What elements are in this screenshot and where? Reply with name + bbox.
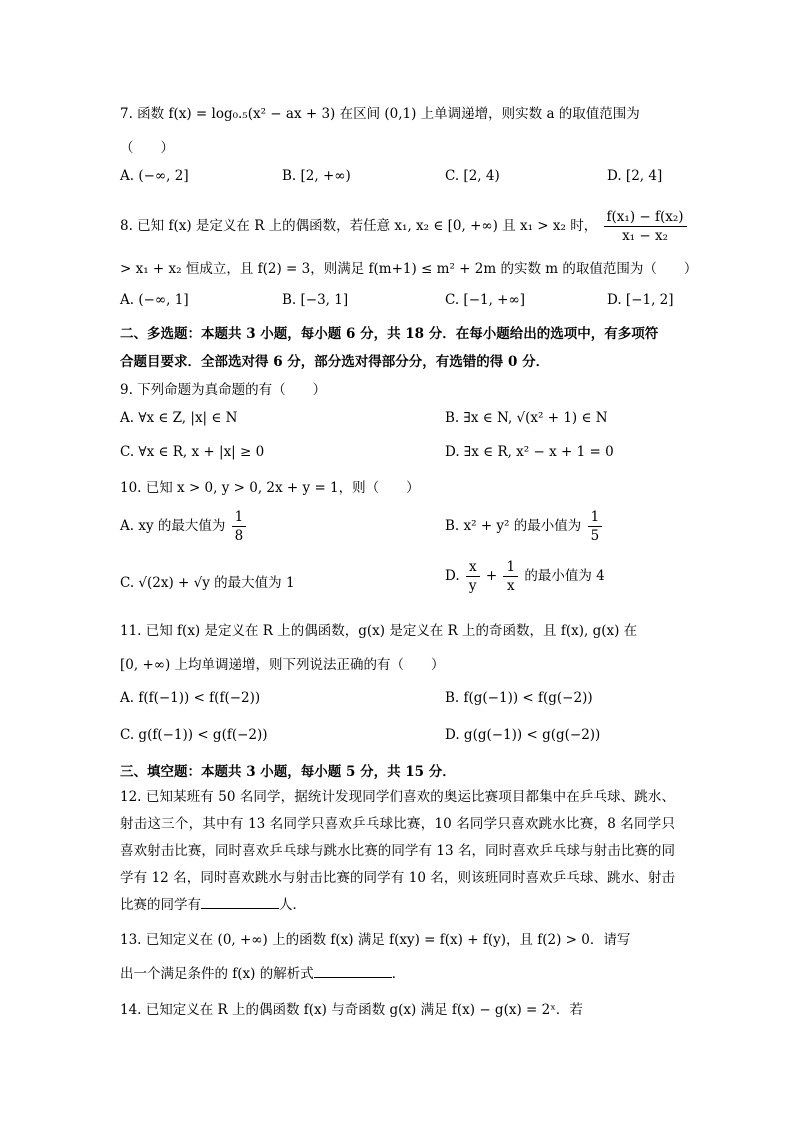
q10-option-d-denominator-2: x [506, 578, 515, 594]
q10-option-a-numerator: 1 [232, 508, 247, 527]
q11-stem-line2: [0, +∞) 上均单调递增，则下列说法正确的有（ ） [120, 657, 445, 673]
q12-text [120, 784, 675, 919]
q8-fraction-numerator: f(x₁) − f(x₂) [604, 208, 687, 227]
q10-option-a [120, 508, 248, 545]
q8-fraction-denominator: x₁ − x₂ [622, 228, 669, 244]
q7-stem: 7. 函数 f(x) = log₀.₅(x² − ax + 3) 在区间 (0,1) 上单调递增，则实数 a 的取值范围为 [120, 106, 640, 122]
q10-option-d-fraction-2 [503, 558, 518, 595]
q10-option-d-text: 的最小值为 4 [524, 568, 605, 584]
q7-option-a: A. (−∞, 2] [120, 168, 189, 184]
q8-stem-part1: 8. 已知 f(x) 是定义在 R 上的偶函数，若任意 x₁, x₂ ∈ [0, +∞) 且 x₁ > x₂ 时， [120, 218, 598, 234]
q10-option-a-denominator: 8 [234, 528, 244, 544]
q11-stem-line1: 11. 已知 f(x) 是定义在 R 上的偶函数，g(x) 是定义在 R 上的奇函数，且 f(x), g(x) 在 [120, 623, 638, 639]
q8-option-b: B. [−3, 1] [282, 292, 349, 308]
q10-option-b-text: B. x² + y² 的最小值为 [445, 518, 582, 534]
q10-option-a-text: A. xy 的最大值为 [120, 518, 226, 534]
q9-option-c: C. ∀x ∈ R, x + |x| ≥ 0 [120, 444, 265, 460]
q7-option-d: D. [2, 4] [607, 168, 663, 184]
q10-option-d-plus: + [485, 568, 498, 584]
q10-stem: 10. 已知 x > 0, y > 0, 2x + y = 1，则（ ） [120, 480, 420, 496]
q12-body: 12. 已知某班有 50 名同学，据统计发现同学们喜欢的奥运比赛项目都集中在乒乓球、跳水、射击这三个，其中有 13 名同学只喜欢乒乓球比赛，10 名同学只喜欢跳水比赛，8 名同学只喜欢射击比赛，同时喜欢乒乓球与跳水比赛的同学有 13 名，同时喜欢乒乓球与射击比赛的同学有 12 名，同时喜欢跳水与射击比赛的同学有 10 名，则该班同时喜欢乒乓球、跳水、射击比赛的同学有 [120, 789, 675, 913]
section2-heading-line2: 合题目要求．全部选对得 6 分，部分选对得部分分，有选错的得 0 分． [120, 354, 550, 370]
q10-option-b-numerator: 1 [588, 508, 603, 527]
q12-tail: 人． [279, 897, 306, 913]
q10-option-d-fraction-1 [466, 558, 480, 595]
q8-option-d: D. [−1, 2] [607, 292, 674, 308]
q13-line2-text: 出一个满足条件的 f(x) 的解析式 [120, 966, 314, 982]
q13-stem-line2 [120, 962, 405, 982]
q13-answer-blank[interactable] [314, 963, 392, 978]
q10-option-d-numerator-2: 1 [503, 558, 518, 577]
section3-heading: 三、填空题：本题共 3 小题，每小题 5 分，共 15 分． [120, 764, 456, 780]
q10-option-d-numerator-1: x [466, 558, 480, 577]
q10-option-a-fraction [232, 508, 247, 545]
q9-option-a: A. ∀x ∈ Z, |x| ∈ N [120, 410, 238, 426]
q10-option-b-fraction [588, 508, 603, 545]
q13-stem-line1: 13. 已知定义在 (0, +∞) 上的函数 f(x) 满足 f(xy) = f(x) + f(y)，且 f(2) > 0．请写 [120, 932, 631, 948]
q11-option-c: C. g(f(−1)) < g(f(−2)) [120, 727, 268, 743]
q8-fraction [604, 208, 687, 245]
q8-stem-part2: > x₁ + x₂ 恒成立，且 f(2) = 3，则满足 f(m+1) ≤ m² + 2m 的实数 m 的取值范围为（ ） [120, 261, 698, 277]
q12-answer-blank[interactable] [201, 894, 279, 909]
q7-paren: （ ） [120, 140, 174, 156]
q13-tail: ． [391, 966, 406, 982]
q9-option-b: B. ∃x ∈ N, √(x² + 1) ∈ N [445, 410, 608, 426]
q8-option-c: C. [−1, +∞] [445, 292, 526, 308]
q10-option-b-denominator: 5 [590, 528, 600, 544]
q9-option-d: D. ∃x ∈ R, x² − x + 1 = 0 [445, 444, 614, 460]
q10-option-d-denominator-1: y [468, 578, 477, 594]
q7-option-c: C. [2, 4) [445, 168, 500, 184]
q11-option-d: D. g(g(−1)) < g(g(−2)) [445, 727, 601, 743]
q10-option-b [445, 508, 604, 545]
q10-option-d-label: D. [445, 568, 460, 584]
q11-option-a: A. f(f(−1)) < f(f(−2)) [120, 690, 261, 706]
q11-option-b: B. f(g(−1)) < f(g(−2)) [445, 690, 593, 706]
section2-heading-line1: 二、多选题：本题共 3 小题，每小题 6 分，共 18 分．在每小题给出的选项中，有多项符 [120, 326, 659, 342]
q8-option-a: A. (−∞, 1] [120, 292, 189, 308]
q9-stem: 9. 下列命题为真命题的有（ ） [120, 382, 327, 398]
q7-option-b: B. [2, +∞) [282, 168, 351, 184]
q10-option-d [445, 558, 605, 595]
q14-stem-line1: 14. 已知定义在 R 上的偶函数 f(x) 与奇函数 g(x) 满足 f(x) − g(x) = 2ˣ．若 [120, 1002, 583, 1018]
q8-stem-line1 [120, 208, 689, 245]
q10-option-c: C. √(2x) + √y 的最大值为 1 [120, 575, 295, 591]
